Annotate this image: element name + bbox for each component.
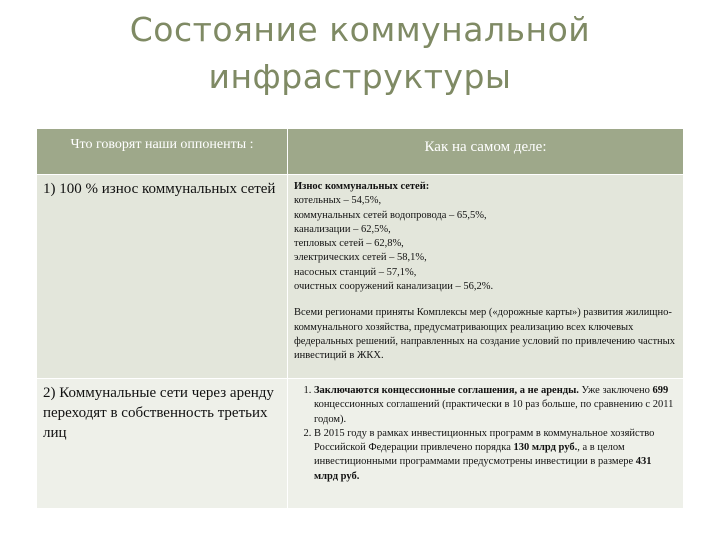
reality-cell-1: [288, 175, 684, 379]
header-opponents: Что говорят наши оппоненты :: [37, 129, 288, 175]
title-line-1: Состояние коммунальной: [129, 10, 591, 49]
wear-line: насосных станций – 57,1%,: [294, 266, 417, 278]
wear-heading: Износ коммунальных сетей:: [294, 181, 430, 192]
table-row: [37, 379, 684, 509]
claim-cell-2: 2) Коммунальные сети через аренду переходят в собственность третьих лиц: [37, 379, 288, 509]
title-line-2: инфраструктуры: [208, 57, 512, 96]
header-reality: Как на самом деле:: [288, 129, 684, 175]
wear-line: тепловых сетей – 62,8%,: [294, 238, 404, 250]
table-row: [37, 175, 684, 379]
comparison-table: [36, 128, 684, 509]
wear-line: очистных сооружений канализации – 56,2%.: [294, 281, 494, 293]
reality-cell-2: [288, 379, 684, 509]
wear-line: котельных – 54,5%,: [294, 195, 382, 207]
page-title: [0, 6, 720, 100]
roadmap-note: Всеми регионами приняты Комплексы мер («дорожные карты») развития жилищно-коммунального хозяйства, предусматривающих реализацию всех ключевых федеральных решений, направленных на создание условий по привлечению частных инвестиций в ЖКХ.: [294, 307, 675, 362]
list-item: 1. Заключаются концессионные соглашения, а не аренды. Уже заключено 699 концессионных соглашений (практически в 10 раз больше, по сравнению с 2011 годом).: [314, 384, 677, 427]
list-item: 2. В 2015 году в рамках инвестиционных программ в коммунальное хозяйство Российской Федерации привлечено порядка 130 млрд руб., а в целом инвестиционными программами предусмотрены инвестиции в размере 431 млрд руб.: [314, 427, 677, 484]
concession-list: [294, 384, 677, 484]
table-header-row: [37, 129, 684, 175]
wear-line: канализации – 62,5%,: [294, 223, 391, 235]
wear-line: электрических сетей – 58,1%,: [294, 252, 427, 264]
wear-line: коммунальных сетей водопровода – 65,5%,: [294, 209, 487, 221]
claim-cell-1: 1) 100 % износ коммунальных сетей: [37, 175, 288, 379]
wear-list: [294, 180, 677, 294]
